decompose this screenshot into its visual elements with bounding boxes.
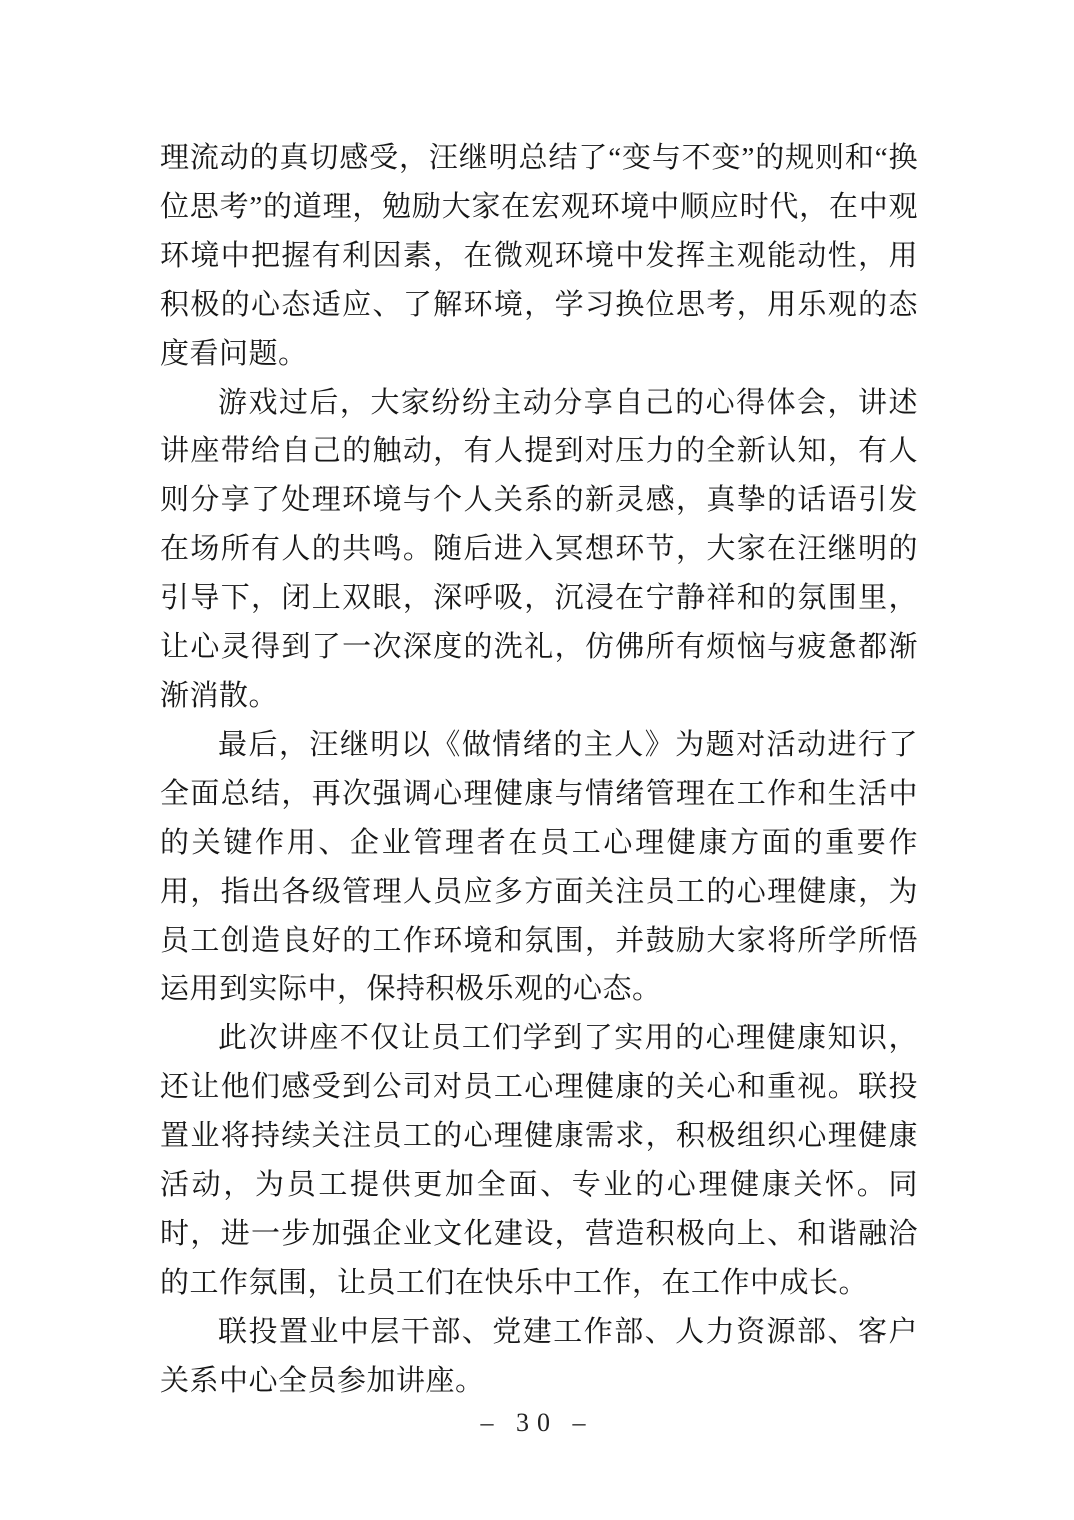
paragraph: 游戏过后，大家纷纷主动分享自己的心得体会，讲述讲座带给自己的触动，有人提到对压力的全新认知，有人则分享了处理环境与个人关系的新灵感，真挚的话语引发在场所有人的共鸣。随后进入冥想环节，大家在汪继明的引导下，闭上双眼，深呼吸，沉浸在宁静祥和的氛围里，让心灵得到了一次深度的洗礼，仿佛所有烦恼与疲惫都渐渐消散。 bbox=[160, 386, 918, 712]
page-number: – 30 – bbox=[480, 1408, 594, 1437]
paragraph: 此次讲座不仅让员工们学到了实用的心理健康知识，还让他们感受到公司对员工心理健康的关心和重视。联投置业将持续关注员工的心理健康需求，积极组织心理健康活动，为员工提供更加全面、专业的心理健康关怀。同时，进一步加强企业文化建设，营造积极向上、和谐融洽的工作氛围，让员工们在快乐中工作，在工作中成长。 bbox=[160, 1022, 918, 1299]
paragraph: 理流动的真切感受，汪继明总结了“变与不变”的规则和“换位思考”的道理，勉励大家在宏观环境中顺应时代，在中观环境中把握有利因素，在微观环境中发挥主观能动性，用积极的心态适应、了解环境，学习换位思考，用乐观的态度看问题。 bbox=[160, 142, 918, 370]
paragraph: 联投置业中层干部、党建工作部、人力资源部、客户关系中心全员参加讲座。 bbox=[160, 1315, 918, 1397]
document-body bbox=[160, 134, 918, 1406]
paragraph: 最后，汪继明以《做情绪的主人》为题对活动进行了全面总结，再次强调心理健康与情绪管理在工作和生活中的关键作用、企业管理者在员工心理健康方面的重要作用，指出各级管理人员应多方面关注员工的心理健康，为员工创造良好的工作环境和氛围，并鼓励大家将所学所悟运用到实际中，保持积极乐观的心态。 bbox=[160, 728, 918, 1006]
